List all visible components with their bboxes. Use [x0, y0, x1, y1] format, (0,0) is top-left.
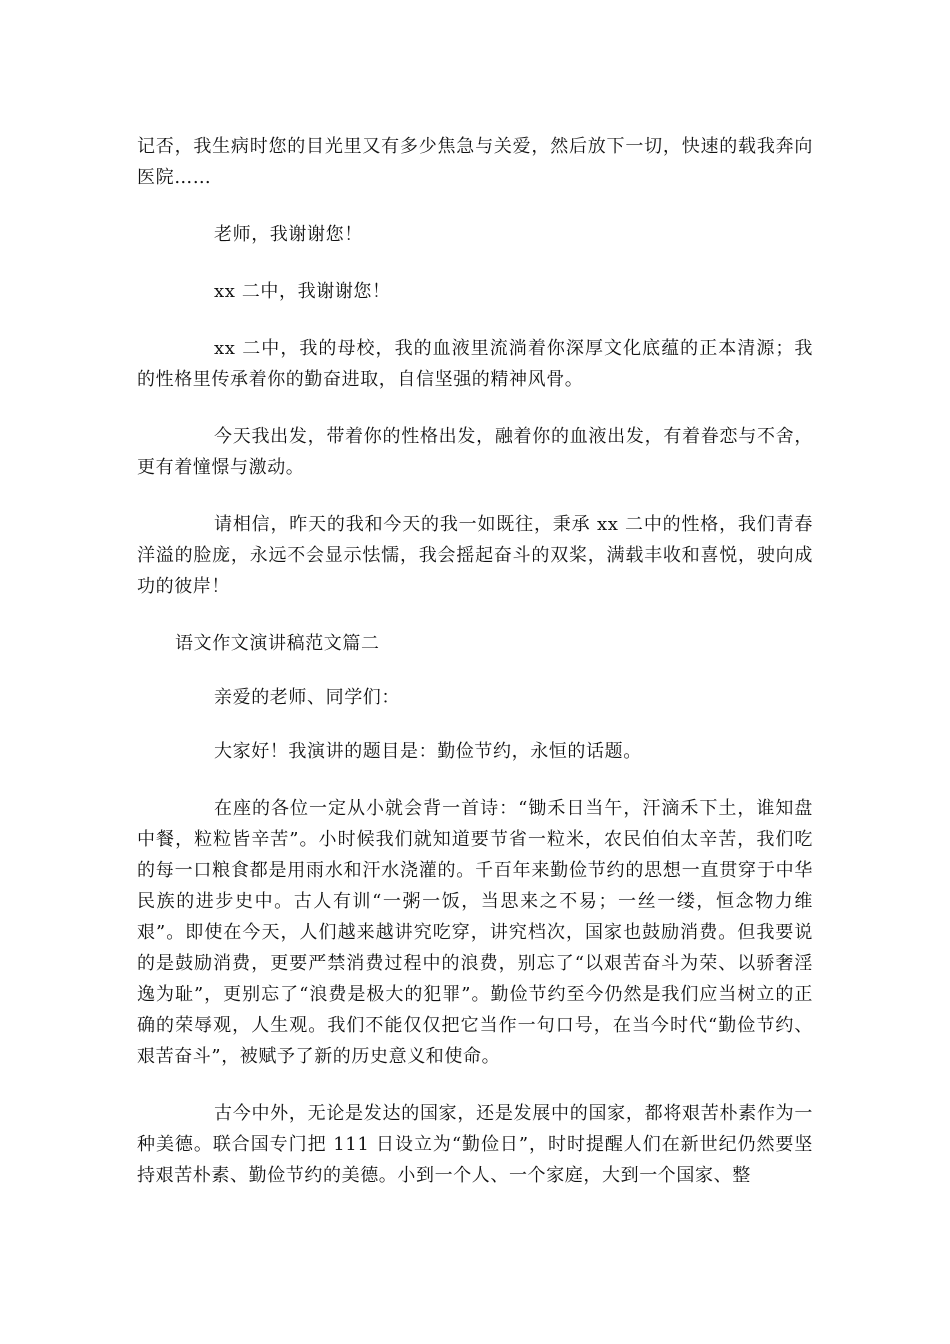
document-body — [137, 131, 813, 1191]
paragraph-continuation: 记否，我生病时您的目光里又有多少焦急与关爱，然后放下一切，快速的载我奔向医院…… — [137, 136, 813, 188]
paragraph-departure: 今天我出发，带着你的性格出发，融着你的血液出发，有着眷恋与不舍，更有着憧憬与激动。 — [137, 426, 813, 478]
paragraph-believe: 请相信，昨天的我和今天的我一如既往，秉承 xx 二中的性格，我们青春洋溢的脸庞，永远不会显示怯懦，我会摇起奋斗的双桨，满载丰收和喜悦，驶向成功的彼岸！ — [137, 514, 813, 597]
paragraph-thanks-teacher: 老师，我谢谢您！ — [214, 224, 363, 245]
paragraph-greeting: 大家好！我演讲的题目是：勤俭节约，永恒的话题。 — [214, 741, 642, 762]
paragraph-poem: 在座的各位一定从小就会背一首诗：“锄禾日当午，汗滴禾下土，谁知盘中餐，粒粒皆辛苦”。小时候我们就知道要节省一粒米，农民伯伯太辛苦，我们吃的每一口粮食都是用雨水和汗水浇灌的。千百年来勤俭节约的思想一直贯穿于中华民族的进步史中。古人有训“一粥一饭，当思来之不易；一丝一缕，恒念物力维艰”。即使在今天，人们越来越讲究吃穿，讲究档次，国家也鼓励消费。但我要说的是鼓励消费，更要严禁消费过程中的浪费，别忘了“以艰苦奋斗为荣、以骄奢淫逸为耻”，更别忘了“浪费是极大的犯罪”。勤俭节约至今仍然是我们应当树立的正确的荣辱观，人生观。我们不能仅仅把它当作一句口号，在当今时代“勤俭节约、艰苦奋斗”，被赋予了新的历史意义和使命。 — [137, 798, 813, 1067]
paragraph-thanks-school: xx 二中，我谢谢您！ — [214, 281, 391, 302]
paragraph-alma-mater: xx 二中，我的母校，我的血液里流淌着你深厚文化底蕴的正本清源；我的性格里传承着你的勤奋进取，自信坚强的精神风骨。 — [137, 338, 813, 390]
section-heading: 语文作文演讲稿范文篇二 — [175, 633, 380, 654]
paragraph-salutation: 亲爱的老师、同学们： — [214, 687, 400, 708]
paragraph-virtue: 古今中外，无论是发达的国家，还是发展中的国家，都将艰苦朴素作为一种美德。联合国专门把 111 日设立为“勤俭日”，时时提醒人们在新世纪仍然要坚持艰苦朴素、勤俭节约的美德。小到一个人、一个家庭，大到一个国家、整 — [137, 1103, 813, 1186]
